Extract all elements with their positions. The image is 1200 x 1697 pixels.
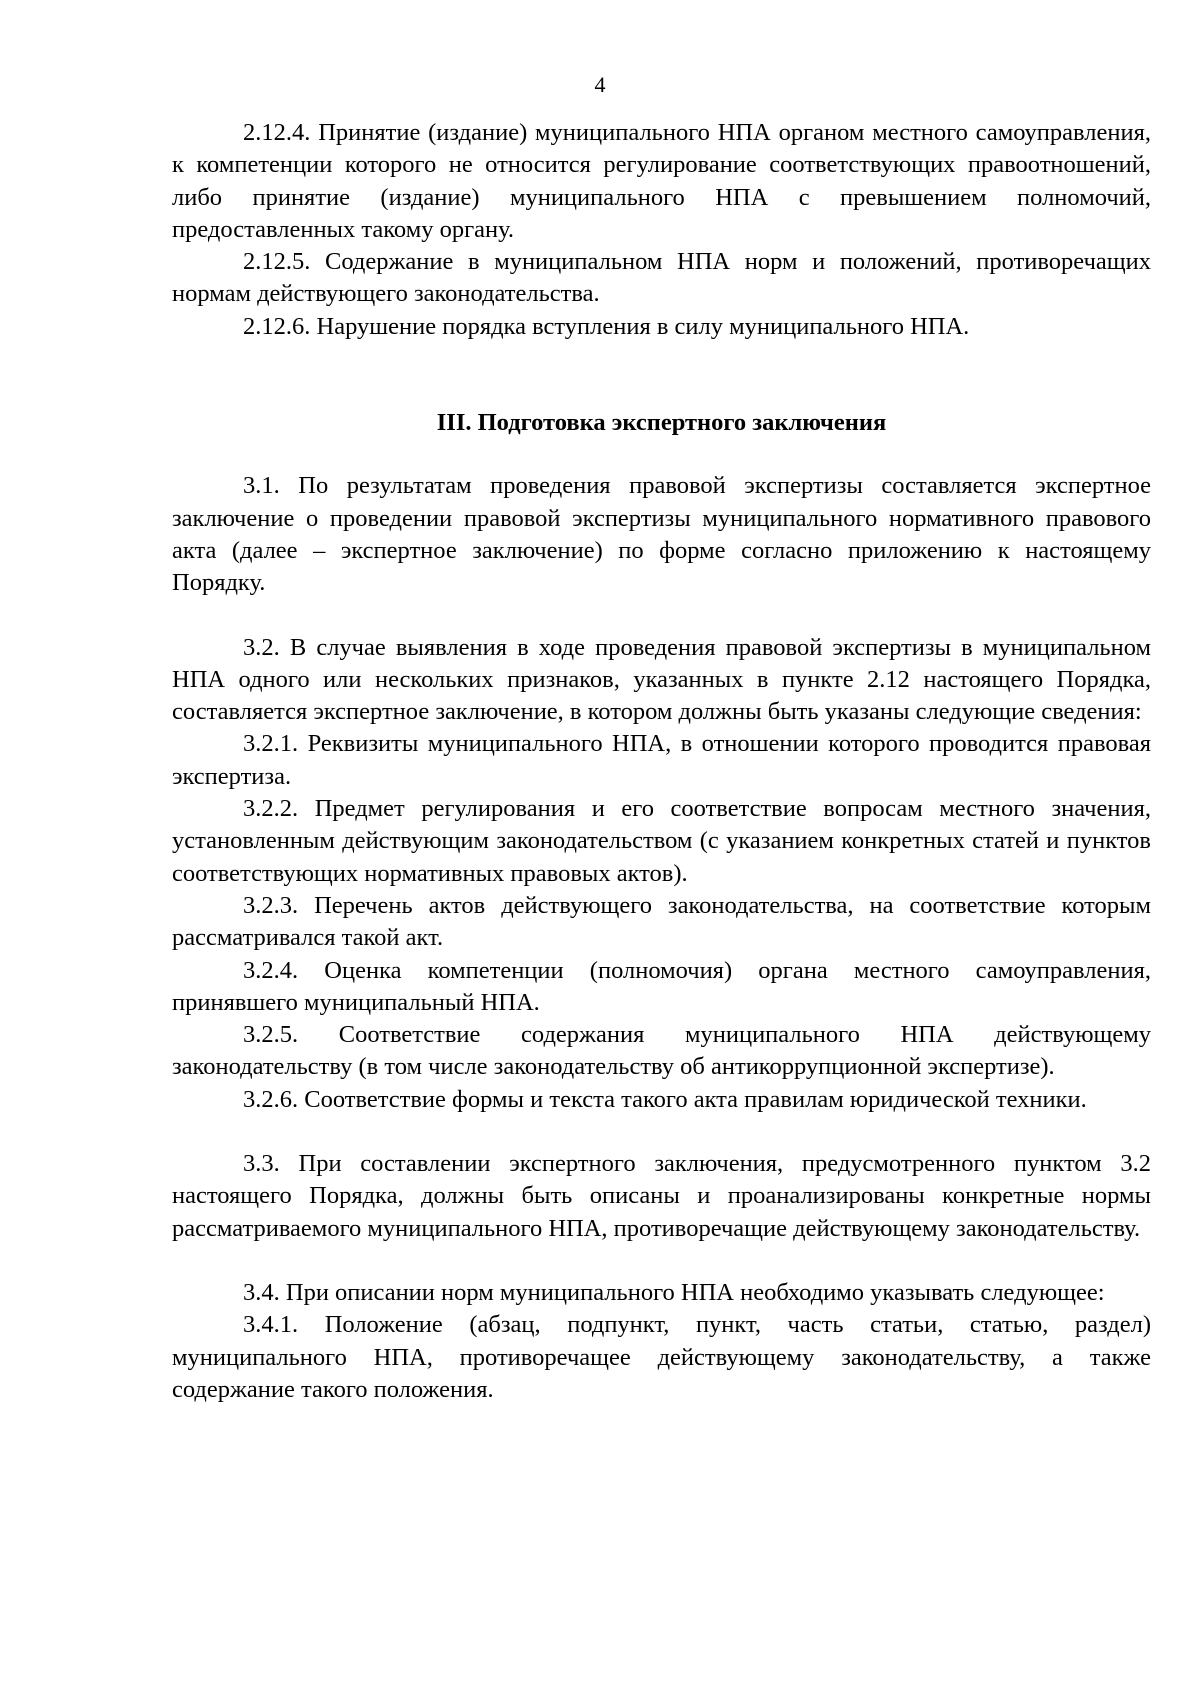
paragraph-3-2-2: 3.2.2. Предмет регулирования и его соответствие вопросам местного значения, установленным действующим законодательством (с указанием конкретных статей и пунктов соответствующих нормативных правовых актов). [172,795,1151,887]
spacer [172,1245,1151,1277]
paragraph-3-2-5: 3.2.5. Соответствие содержания муниципального НПА действующему законодательству (в том числе законодательству об антикоррупционной экспертизе). [172,1021,1151,1081]
document-body [172,117,1151,1406]
paragraph-3-4-1: 3.4.1. Положение (абзац, подпункт, пункт, часть статьи, статью, раздел) муниципального НПА, противоречащее действующему законодательству, а также содержание такого положения. [172,1311,1151,1403]
paragraph-2-12-6: 2.12.6. Нарушение порядка вступления в силу муниципального НПА. [243,312,970,340]
paragraph-3-2-3: 3.2.3. Перечень актов действующего законодательства, на соответствие которым рассматривался такой акт. [172,891,1151,952]
section-heading-iii: III. Подготовка экспертного заключения [436,409,887,437]
paragraph-2-12-5: 2.12.5. Содержание в муниципальном НПА норм и положений, противоречащих нормам действующего законодательства. [172,248,1151,308]
spacer [172,343,1151,407]
spacer [172,600,1151,632]
paragraph-3-1: 3.1. По результатам проведения правовой экспертизы составляется экспертное заключение о проведении правовой экспертизы муниципального нормативного правового акта (далее – экспертное заключение) по форме согласно приложению к настоящему Порядку. [172,472,1151,597]
paragraph-3-2-6: 3.2.6. Соответствие формы и текста такого акта правилам юридической техники. [243,1085,1087,1113]
paragraph-3-2-1: 3.2.1. Реквизиты муниципального НПА, в отношении которого проводится правовая экспертиза. [172,730,1151,790]
paragraph-3-2: 3.2. В случае выявления в ходе проведения правовой экспертизы в муниципальном НПА одного или нескольких признаков, указанных в пункте 2.12 настоящего Порядка, составляется экспертное заключение, в котором должны быть указаны следующие сведения: [172,633,1151,726]
paragraph-3-3: 3.3. При составлении экспертного заключения, предусмотренного пунктом 3.2 настоящего Порядка, должны быть описаны и проанализированы конкретные нормы рассматриваемого муниципального НПА, противоречащие действующему законодательству. [172,1150,1151,1242]
page-number: 4 [594,72,606,97]
paragraph-3-2-4: 3.2.4. Оценка компетенции (полномочия) органа местного самоуправления, принявшего муниципальный НПА. [172,956,1151,1016]
spacer [172,439,1151,470]
paragraph-3-4: 3.4. При описании норм муниципального НПА необходимо указывать следующее: [243,1278,1105,1306]
spacer [172,1116,1151,1148]
paragraph-2-12-4: 2.12.4. Принятие (издание) муниципального НПА органом местного самоуправления, к компетенции которого не относится регулирование соответствующих правоотношений, либо принятие (издание) муниципального НПА с превышением полномочий, предоставленных такому органу. [172,119,1151,243]
